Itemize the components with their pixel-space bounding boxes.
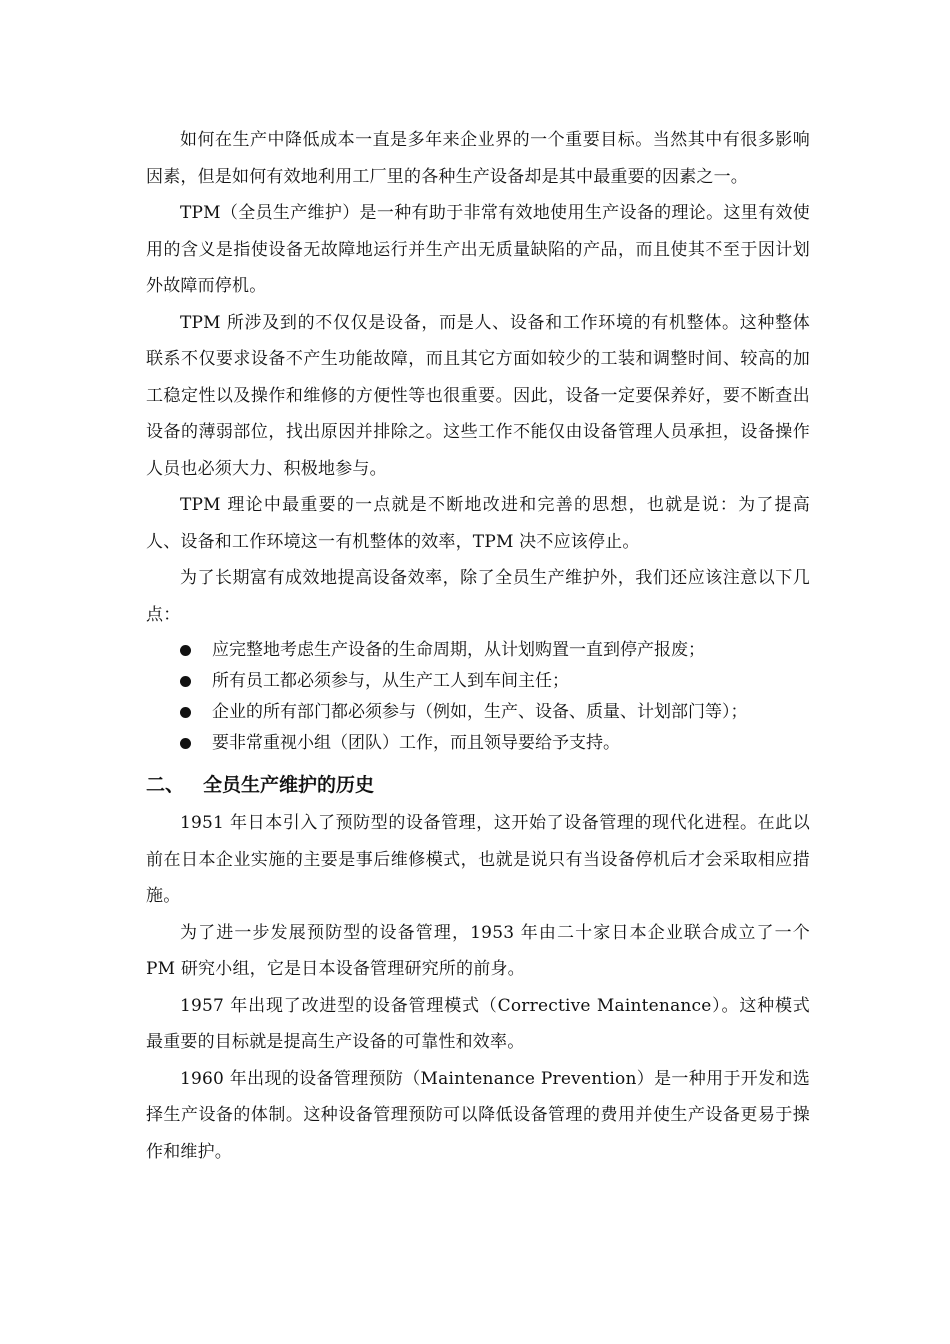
bullet-dot-icon: [180, 676, 191, 687]
history-paragraph-3: 1957 年出现了改进型的设备管理模式（Corrective Maintenance）。这种模式最重要的目标就是提高生产设备的可靠性和效率。: [146, 995, 810, 1052]
bullet-dot-icon: [180, 707, 191, 718]
intro-paragraph-5: 为了长期富有成效地提高设备效率，除了全员生产维护外，我们还应该注意以下几点：: [146, 568, 810, 625]
section-heading: [146, 765, 810, 805]
bullet-dot-icon: [180, 645, 191, 656]
history-paragraph-4: 1960 年出现的设备管理预防（Maintenance Prevention）是一种用于开发和选择生产设备的体制。这种设备管理预防可以降低设备管理的费用并使生产设备更易于操作和维护。: [146, 1068, 810, 1162]
document-page: [146, 122, 810, 1170]
list-item-text: 要非常重视小组（团队）工作，而且领导要给予支持。: [212, 733, 620, 753]
bullet-dot-icon: [180, 738, 191, 749]
list-item: [146, 666, 810, 697]
list-item-text: 所有员工都必须参与，从生产工人到车间主任；: [212, 671, 569, 691]
history-paragraph-2: 为了进一步发展预防型的设备管理，1953 年由二十家日本企业联合成立了一个 PM 研究小组，它是日本设备管理研究所的前身。: [146, 922, 810, 979]
list-item-text: 企业的所有部门都必须参与（例如，生产、设备、质量、计划部门等）；: [212, 702, 748, 722]
bullet-list-container: [146, 635, 810, 759]
intro-paragraph-3: TPM 所涉及到的不仅仅是设备，而是人、设备和工作环境的有机整体。这种整体联系不仅要求设备不产生功能故障，而且其它方面如较少的工装和调整时间、较高的加工稳定性以及操作和维修的方便性等也很重要。因此，设备一定要保养好，要不断查出设备的薄弱部位，找出原因并排除之。这些工作不能仅由设备管理人员承担，设备操作人员也必须大力、积极地参与。: [146, 312, 810, 479]
list-item: [146, 728, 810, 759]
list-item: [146, 697, 810, 728]
history-paragraph-1: 1951 年日本引入了预防型的设备管理，这开始了设备管理的现代化进程。在此以前在日本企业实施的主要是事后维修模式，也就是说只有当设备停机后才会采取相应措施。: [146, 813, 810, 906]
bullet-list: [146, 635, 810, 759]
intro-paragraph-2: TPM（全员生产维护）是一种有助于非常有效地使用生产设备的理论。这里有效使用的含义是指使设备无故障地运行并生产出无质量缺陷的产品，而且使其不至于因计划外故障而停机。: [146, 203, 810, 296]
section-title: 全员生产维护的历史: [203, 774, 375, 796]
list-item: [146, 635, 810, 666]
section-number: 二、: [146, 774, 185, 796]
list-item-text: 应完整地考虑生产设备的生命周期，从计划购置一直到停产报废；: [212, 640, 705, 660]
intro-paragraph-4: TPM 理论中最重要的一点就是不断地改进和完善的思想，也就是说：为了提高人、设备和工作环境这一有机整体的效率，TPM 决不应该停止。: [146, 495, 810, 552]
intro-paragraph-1: 如何在生产中降低成本一直是多年来企业界的一个重要目标。当然其中有很多影响因素，但是如何有效地利用工厂里的各种生产设备却是其中最重要的因素之一。: [146, 130, 810, 187]
